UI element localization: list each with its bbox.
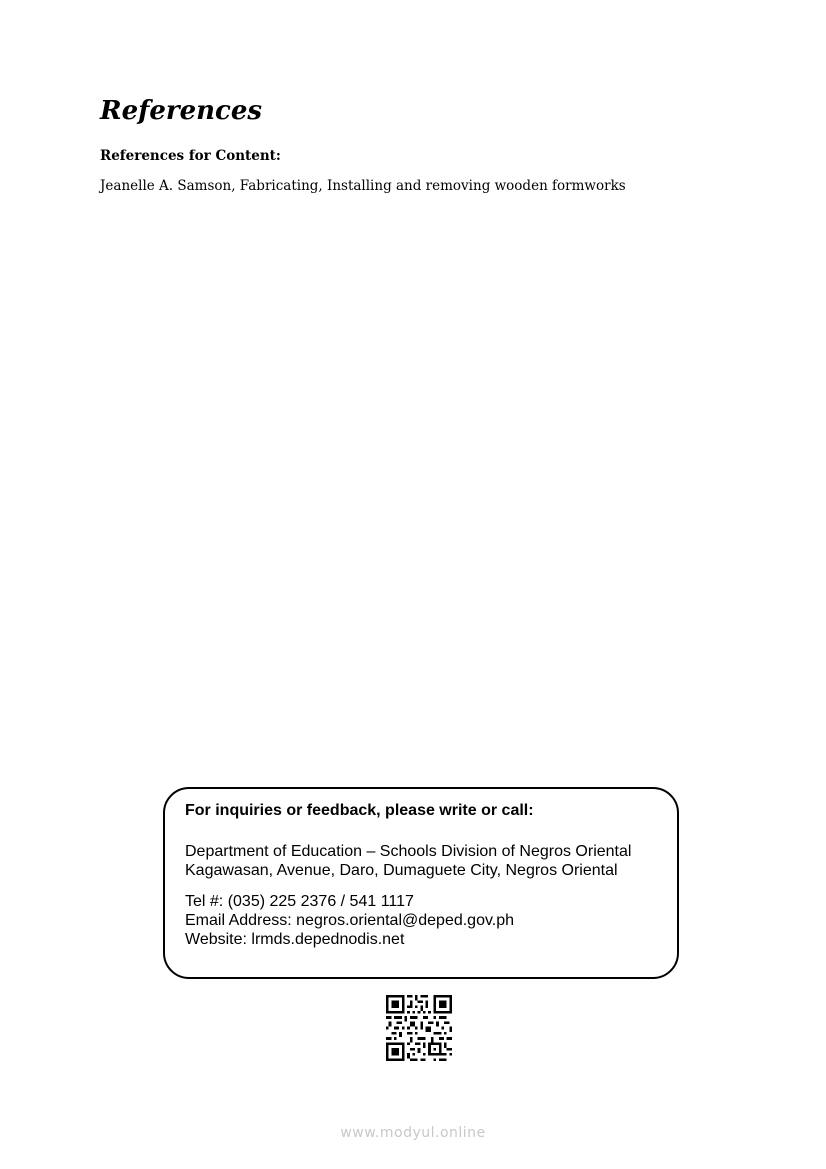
reference-entry: Jeanelle A. Samson, Fabricating, Installing and removing wooden formworks bbox=[100, 178, 626, 194]
watermark: www.modyul.online bbox=[340, 1125, 486, 1141]
email-address: Email Address: negros.oriental@deped.gov.ph bbox=[185, 912, 515, 929]
qr-code-icon bbox=[386, 995, 452, 1061]
page-title: References bbox=[100, 96, 263, 126]
telephone-number: Tel #: (035) 225 2376 / 541 1117 bbox=[185, 893, 414, 910]
contact-title: For inquiries or feedback, please write or call: bbox=[185, 802, 534, 819]
references-subheading: References for Content: bbox=[100, 148, 281, 164]
website-address: Website: lrmds.depednodis.net bbox=[185, 931, 405, 948]
department-name: Department of Education – Schools Division of Negros Oriental bbox=[185, 843, 632, 860]
contact-box bbox=[163, 787, 679, 979]
department-address: Kagawasan, Avenue, Daro, Dumaguete City, Negros Oriental bbox=[185, 862, 618, 879]
